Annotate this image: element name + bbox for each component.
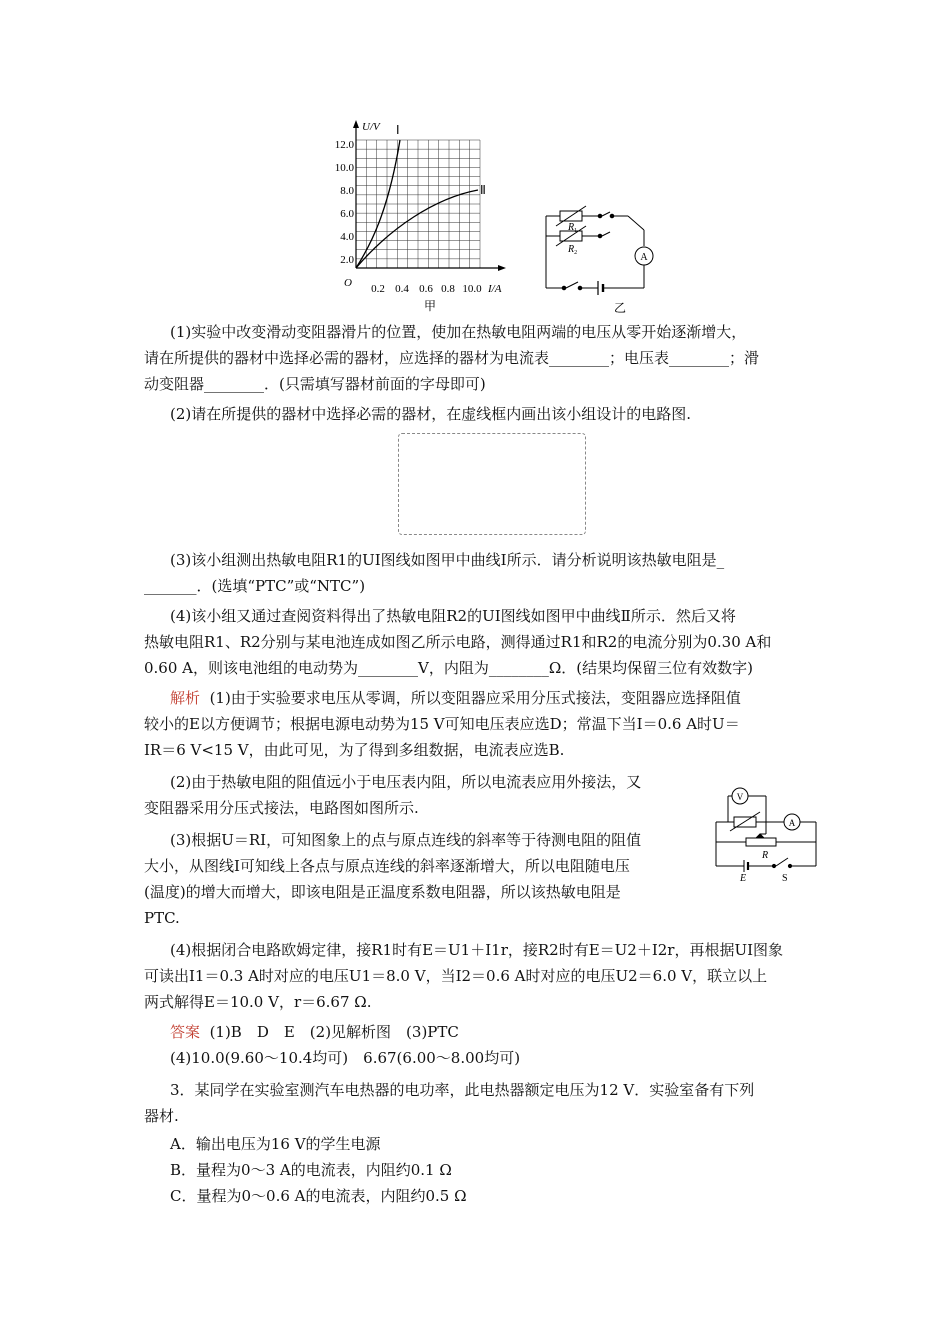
x-tick-label: 0.8 — [441, 283, 455, 295]
answer-line-1: 答案 (1)B D E (2)见解析图 (3)PTC — [170, 1023, 459, 1041]
y-axis-label: U/V — [362, 121, 380, 133]
q4-line-2: 热敏电阻R1、R2分别与某电池连成如图乙所示电路，测得通过R1和R2的电流分别为0.30 A和 — [144, 633, 772, 651]
option-a: A．输出电压为16 V的学生电源 — [170, 1135, 381, 1153]
analysis-label: 解析 — [170, 689, 201, 707]
circuit-b-caption: 乙 — [613, 301, 627, 315]
q4-line-3: 0.60 A，则该电池组的电动势为________V，内阻为________Ω．(结果均保留三位有效数字) — [144, 659, 753, 677]
curve-1-label: Ⅰ — [396, 123, 400, 137]
q1-line-1: (1)实验中改变滑动变阻器滑片的位置，使加在热敏电阻两端的电压从零开始逐渐增大， — [170, 323, 747, 341]
origin-label: O — [344, 277, 352, 289]
battery-label: E — [740, 873, 747, 882]
r1-label: $R_1$ — [568, 222, 578, 234]
circuit-c-figure — [712, 782, 824, 882]
r2-label: $R_2$ — [568, 244, 578, 256]
analysis-line-7: 大小，从图线Ⅰ可知线上各点与原点连线的斜率逐渐增大，所以电阻随电压 — [144, 857, 630, 875]
y-tick-label: 12.0 — [334, 139, 354, 151]
y-axis-arrow — [353, 120, 359, 128]
answer-drawing-box[interactable] — [398, 433, 586, 535]
voltmeter-label: V — [736, 792, 744, 802]
analysis-line-8: (温度)的增大而增大，即该电阻是正温度系数电阻器，所以该热敏电阻是 — [144, 883, 621, 901]
q3b-line-1: 3．某同学在实验室测汽车电热器的电功率，此电热器额定电压为12 V．实验室备有下列 — [170, 1081, 755, 1099]
analysis-line-4: (2)由于热敏电阻的阻值远小于电压表内阻，所以电流表应用外接法，又 — [170, 773, 642, 791]
x-tick-label: 0.2 — [371, 283, 385, 295]
q3b-line-2: 器材. — [144, 1107, 179, 1125]
analysis-line-6: (3)根据U＝RI，可知图象上的点与原点连线的斜率等于待测电阻的阻值 — [170, 831, 642, 849]
x-tick-label: 10.0 — [462, 283, 482, 295]
ui-graph-figure — [330, 118, 520, 314]
curve-2 — [356, 190, 478, 268]
q4-line-1: (4)该小组又通过查阅资料得出了热敏电阻R2的UI图线如图甲中曲线Ⅱ所示．然后又将 — [170, 607, 736, 625]
y-tick-labels — [335, 139, 355, 266]
x-axis-label: I/A — [488, 283, 502, 295]
q3-line-2: _______．(选填“PTC”或“NTC”) — [144, 577, 366, 595]
y-tick-label: 6.0 — [340, 208, 354, 220]
graph-caption: 甲 — [423, 299, 437, 313]
option-c: C．量程为0～0.6 A的电流表，内阻约0.5 Ω — [170, 1187, 467, 1205]
y-tick-label: 2.0 — [340, 254, 354, 266]
x-tick-labels — [371, 283, 482, 295]
y-tick-label: 8.0 — [340, 185, 354, 197]
y-tick-label: 4.0 — [340, 231, 354, 243]
ammeter-c-label: A — [788, 818, 796, 828]
x-tick-label: 0.6 — [419, 283, 433, 295]
analysis-line-11: 可读出I1＝0.3 A时对应的电压U1＝8.0 V，当I2＝0.6 A时对应的电压U2＝6.0 V，联立以上 — [144, 967, 768, 985]
answer-label: 答案 — [170, 1023, 201, 1041]
rheostat — [746, 838, 776, 846]
analysis-line-5: 变阻器采用分压式接法，电路图如图所示. — [144, 799, 419, 817]
y-tick-label: 10.0 — [334, 162, 354, 174]
switch-label: S — [782, 873, 788, 882]
rheostat-label: R — [762, 850, 769, 861]
analysis-line-12: 两式解得E＝10.0 V，r＝6.67 Ω. — [144, 993, 372, 1011]
analysis-line-2: 较小的E以方便调节；根据电源电动势为15 V可知电压表应选D；常温下当I＝0.6 A时U＝ — [144, 715, 740, 733]
q3-line-1: (3)该小组测出热敏电阻R1的UI图线如图甲中曲线Ⅰ所示．请分析说明该热敏电阻是_ — [170, 551, 725, 569]
circuit-b-figure — [538, 200, 688, 318]
q2-line-1: (2)请在所提供的器材中选择必需的器材，在虚线框内画出该小组设计的电路图. — [170, 405, 692, 423]
q1-line-3: 动变阻器________．(只需填写器材前面的字母即可) — [144, 375, 486, 393]
x-tick-label: 0.4 — [395, 283, 409, 295]
answer-line-2: (4)10.0(9.60～10.4均可) 6.67(6.00～8.00均可) — [170, 1049, 521, 1067]
analysis-line-1: 解析 (1)由于实验要求电压从零调，所以变阻器应采用分压式接法，变阻器应选择阻值 — [170, 689, 741, 707]
q1-line-2: 请在所提供的器材中选择必需的器材，应选择的器材为电流表________；电压表________；滑 — [144, 349, 760, 367]
analysis-line-10: (4)根据闭合电路欧姆定律，接R1时有E＝U1＋I1r，接R2时有E＝U2＋I2r，再根据UI图象 — [170, 941, 784, 959]
x-axis-arrow — [498, 265, 506, 271]
analysis-line-3: IR＝6 V<15 V，由此可见，为了得到多组数据，电流表应选B. — [144, 741, 565, 759]
option-b: B．量程为0～3 A的电流表，内阻约0.1 Ω — [170, 1161, 452, 1179]
curve-2-label: Ⅱ — [480, 183, 486, 197]
ammeter-label: A — [640, 252, 648, 263]
analysis-line-9: PTC. — [144, 909, 180, 927]
